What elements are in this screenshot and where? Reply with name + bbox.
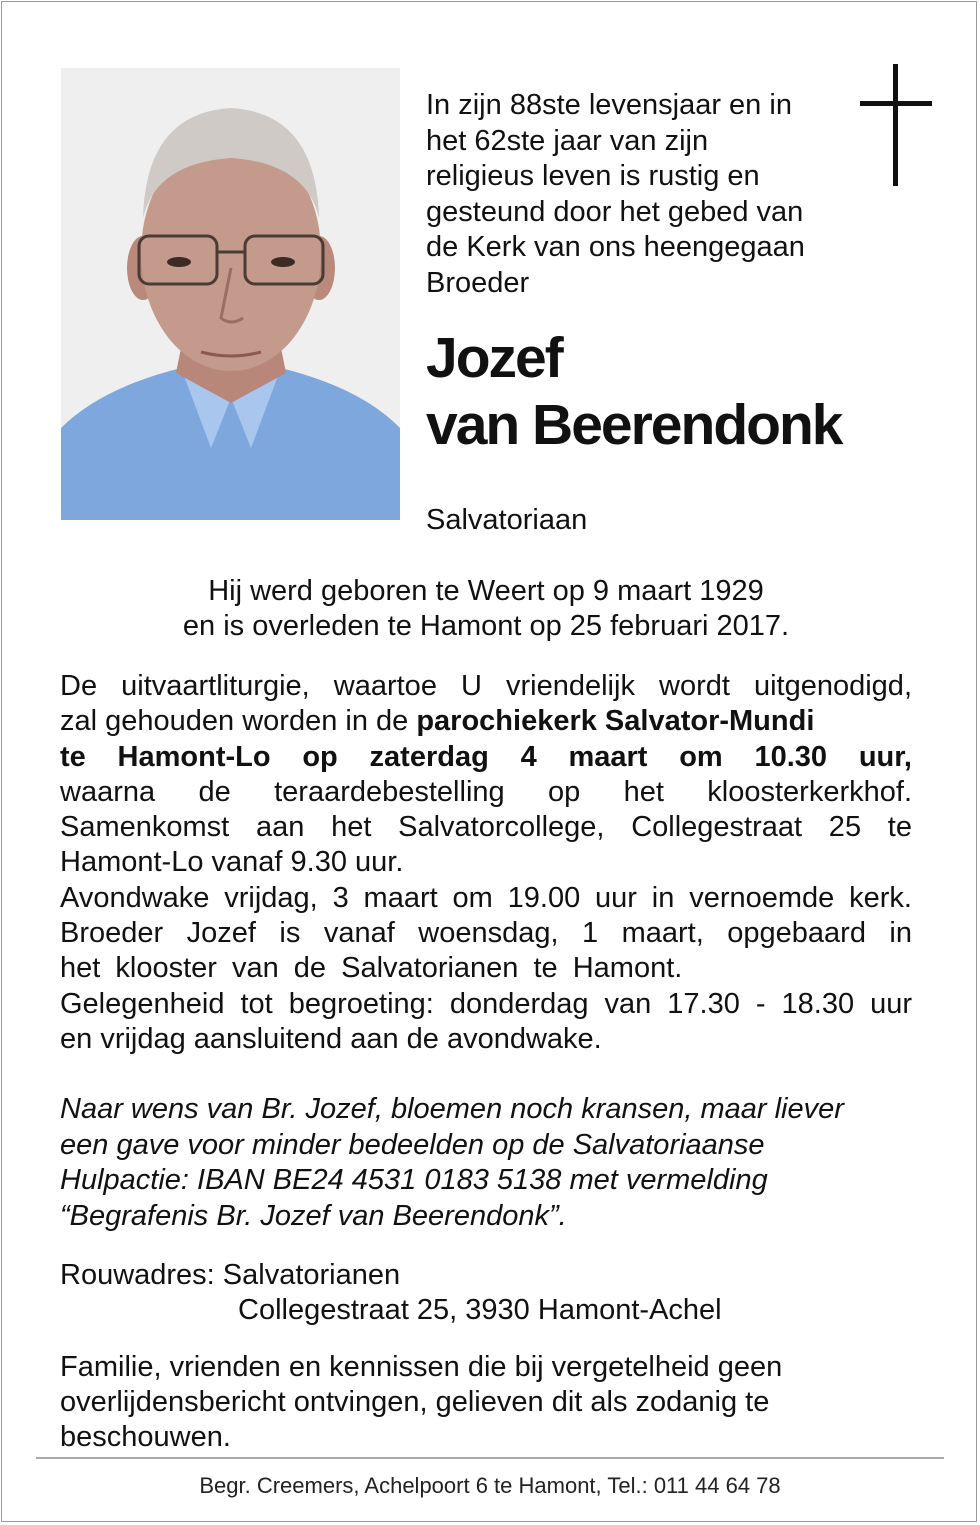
portrait-photo [61, 68, 400, 520]
funeral-line-4: waarna de teraardebestelling op het kloosterkerkhof. [60, 775, 912, 808]
divider [36, 1457, 944, 1459]
funeral-line-11: en vrijdag aansluitend aan de avondwake. [60, 1022, 602, 1055]
church-name: parochiekerk Salvator-Mundi [416, 705, 815, 738]
undertaker-footer: Begr. Creemers, Achelpoort 6 te Hamont, Tel.: 011 44 64 78 [199, 1473, 781, 1498]
funeral-line-10: Gelegenheid tot begroeting: donderdag van 17.30 - 18.30 uur [60, 987, 912, 1020]
funeral-line-2-text: zal gehouden worden in de [60, 705, 417, 738]
deceased-name: Jozef van Beerendonk [426, 326, 842, 457]
funeral-line-5: Samenkomst aan het Salvatorcollege, Collegestraat 25 te [60, 811, 912, 844]
funeral-line-3 [60, 740, 912, 775]
address-line-2: Collegestraat 25, 3930 Hamont-Achel [238, 1294, 722, 1326]
funeral-line-8: Broeder Jozef is vanaf woensdag, 1 maart, opgebaard in [60, 917, 912, 950]
cross-icon [860, 64, 932, 186]
funeral-line-6: Hamont-Lo vanaf 9.30 uur. [60, 846, 404, 879]
funeral-line-1: De uitvaartliturgie, waartoe U vriendelijk wordt uitgenodigd, [60, 670, 912, 702]
family-notice: Familie, vrienden en kennissen die bij vergetelheid geen overlijdensbericht ontvingen, gelieven dit als zodanig te beschouwen. [60, 1351, 783, 1453]
donation-wish: Naar wens van Br. Jozef, bloemen noch kransen, maar liever een gave voor minder bedeelden op de Salvatoriaanse Hulpactie: IBAN BE24 4531 0183 5138 met vermelding “Begrafenis Br. Jozef van Beerendonk”. [60, 1093, 844, 1232]
funeral-line-9: het klooster van de Salvatorianen te Hamont. [60, 952, 683, 985]
address-line-1: Rouwadres: Salvatorianen [60, 1259, 401, 1291]
intro-text: In zijn 88ste levensjaar en in het 62ste jaar van zijn religieus leven is rustig en gesteund door het gebed van de Kerk van ons heengegaan Broeder [426, 89, 805, 299]
funeral-line-7: Avondwake vrijdag, 3 maart om 19.00 uur in vernoemde kerk. [60, 881, 912, 914]
religious-order: Salvatoriaan [426, 504, 588, 536]
funeral-date-time: te Hamont-Lo op zaterdag 4 maart om 10.30 uur, [60, 740, 912, 773]
birth-death-text: Hij werd geboren te Weert op 9 maart 1929 en is overleden te Hamont op 25 februari 2017. [182, 575, 790, 642]
mourning-address [60, 1258, 912, 1328]
funeral-line-2 [60, 704, 912, 739]
funeral-details [60, 669, 912, 1057]
